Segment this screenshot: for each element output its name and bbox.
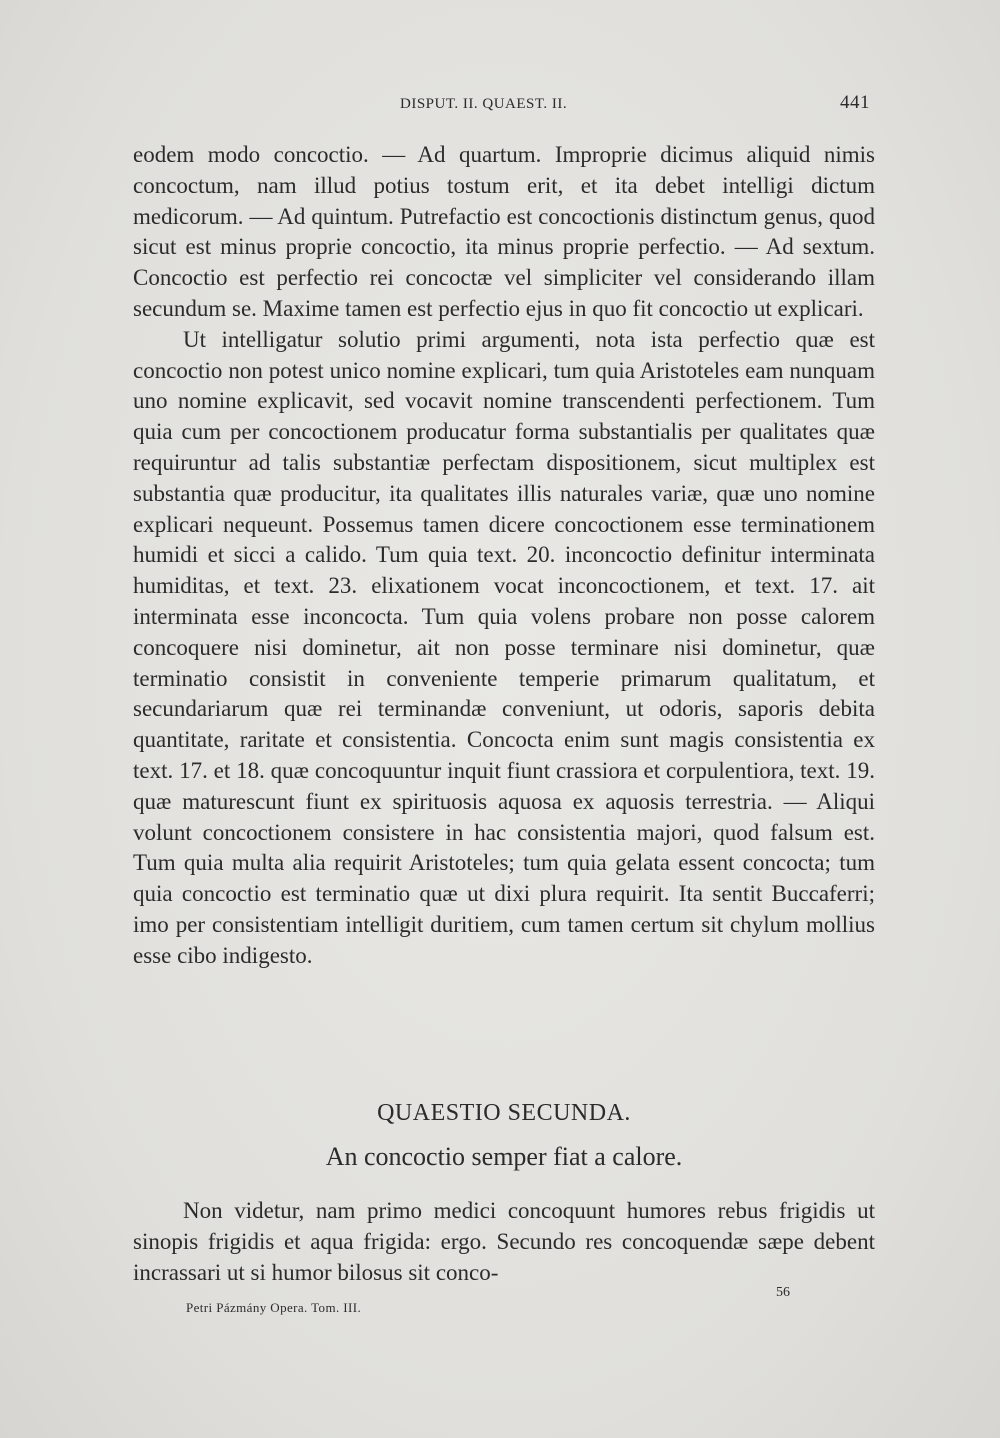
page-number: 441 <box>840 92 870 113</box>
paragraph-continuation: eodem modo concoctio. — Ad quartum. Improprie dicimus aliquid nimis concoctum, nam illud potius tostum erit, et ita debet intelligi dictum medicorum. — Ad quintum. Putrefactio est concoctionis distinctum genus, quod sicut est minus proprie concoctio, ita minus proprie perfectio. — Ad sextum. Concoctio est perfectio rei concoctæ vel simpliciter vel considerando illam secundum se. Maxime tamen est perfectio ejus in quo fit concoctio ut explicari. <box>133 142 875 321</box>
section-text-block <box>133 1196 875 1288</box>
main-text-block <box>133 140 875 972</box>
section-title: QUAESTIO SECUNDA. <box>377 1100 631 1126</box>
section-paragraph: Non videtur, nam primo medici concoquunt humores rebus frigidis ut sinopis frigidis et aqua frigida: ergo. Secundo res concoquendæ sæpe debent incrassari ut si humor bilosus sit conco- <box>133 1198 875 1285</box>
running-header <box>400 92 870 118</box>
footer-source: Petri Pázmány Opera. Tom. III. <box>186 1300 362 1315</box>
signature-mark: 56 <box>776 1285 790 1300</box>
paragraph-solution: Ut intelligatur solutio primi argumenti, nota ista perfectio quæ est concoctio non potest unico nomine explicari, tum quia Aristoteles eam nunquam uno nomine explicavit, sed vocavit nomine transcendenti perfectionem. Tum quia cum per concoctionem producatur forma substantialis per qualitates quæ requiruntur ad talis substantiæ perfectam dispositionem, sicut multiplex est substantia quæ producitur, ita qualitates illis naturales variæ, quæ uno nomine explicari nequeunt. Possemus tamen dicere concoctionem esse terminationem humidi et sicci a calido. Tum quia text. 20. inconcoctio definitur interminata humiditas, et text. 23. elixationem vocat inconcoctionem, et text. 17. ait interminata esse inconcocta. Tum quia volens probare non posse calorem concoquere nisi dominetur, ait non posse terminare nisi dominetur, quæ terminatio consistit in conveniente temperie primarum qualitatum, et secundariarum quæ rei terminandæ conveniunt, ut odoris, saporis debita quantitate, raritate et consistentia. Concocta enim sunt magis consistentia ex text. 17. et 18. quæ concoquuntur inquit fiunt crassiora et corpulentiora, text. 19. quæ maturescunt fiunt ex spirituosis aquosa ex aquosis terrestria. — Aliqui volunt concoctionem consistere in hac consistentia majori, quod falsum est. Tum quia multa alia requirit Aristoteles; tum quia gelata essent concocta; tum quia concoctio est terminatio quæ ut dixi plura requirit. Ita sentit Buccaferri; imo per consistentiam intelligit duritiem, cum tamen certum sit chylum mollius esse cibo indigesto. <box>133 326 875 968</box>
running-title: DISPUT. II. QUAEST. II. <box>400 96 568 112</box>
section-subtitle: An concoctio semper fiat a calore. <box>325 1142 683 1171</box>
